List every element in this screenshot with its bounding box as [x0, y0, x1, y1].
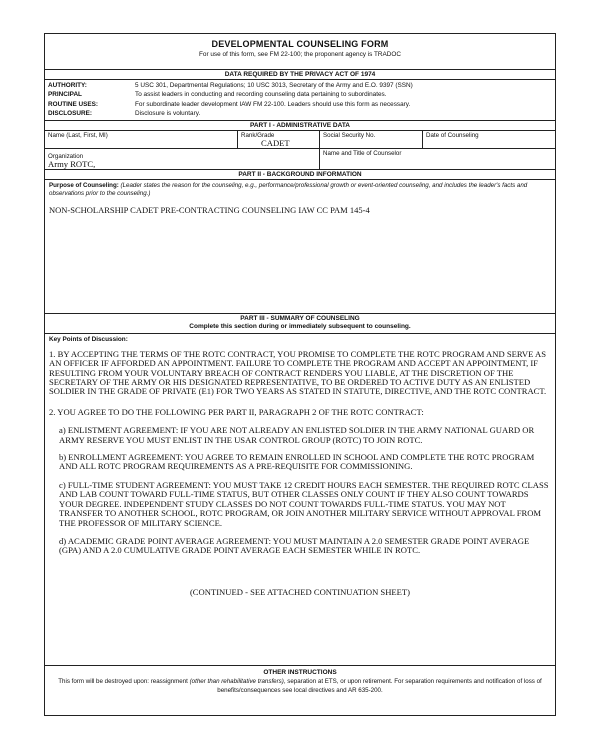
key-point-2b: b) ENROLLMENT AGREEMENT: YOU AGREE TO REMAIN ENROLLED IN SCHOOL AND COMPLETE THE ROTC PROGRAM AND ALL ROTC PROGRAM REQUIREMENTS AS A PRE-REQUISITE FOR COMMISSIONING. — [59, 452, 535, 472]
purpose-section[interactable] — [45, 180, 555, 314]
other-text-2: , separation at ETS, or upon retirement. For separation requirements and notification of loss of benefits/consequences see local directives and AR 635-200. — [217, 677, 542, 694]
privacy-row-routine-uses — [48, 100, 552, 109]
date-label: Date of Counseling — [426, 131, 479, 139]
key-point-2a: a) ENLISTMENT AGREEMENT: IF YOU ARE NOT ALREADY AN ENLISTED SOLDIER IN THE ARMY NATIONAL GUARD OR ARMY RESERVE YOU MUST ENLIST IN THE USAR CONTROL GROUP (ROTC) TO JOIN ROTC. — [59, 425, 535, 445]
privacy-act-heading: DATA REQUIRED BY THE PRIVACY ACT OF 1974 — [45, 70, 555, 80]
purpose-hint: (Leader states the reason for the counseling, e.g., performance/professional growth or event-oriented counseling, and includes the leader's facts and observations prior to the counseling.) — [49, 181, 528, 197]
ssn-field[interactable] — [320, 131, 423, 148]
privacy-row-disclosure — [48, 109, 552, 118]
ssn-label: Social Security No. — [323, 131, 376, 139]
admin-row-2 — [45, 149, 555, 170]
part2-heading: PART II - BACKGROUND INFORMATION — [45, 170, 555, 180]
other-text-1: This form will be destroyed upon: reassignment — [58, 677, 190, 685]
name-label: Name (Last, First, MI) — [48, 131, 108, 139]
key-points-section[interactable] — [45, 334, 555, 666]
other-instructions-body — [45, 678, 555, 696]
privacy-act-section — [45, 80, 555, 121]
form-subtitle: For use of this form, see FM 22-100; the proponent agency is TRADOC — [199, 51, 401, 58]
admin-row-1 — [45, 131, 555, 149]
privacy-value: 5 USC 301, Departmental Regulations; 10 USC 3013, Secretary of the Army and E.O. 9397 (SSN) — [135, 82, 413, 89]
rank-value: CADET — [261, 137, 290, 148]
key-point-2: 2. YOU AGREE TO DO THE FOLLOWING PER PART II, PARAGRAPH 2 OF THE ROTC CONTRACT: — [49, 406, 424, 417]
privacy-key: AUTHORITY: — [48, 82, 87, 89]
form-header — [45, 34, 555, 70]
purpose-label: Purpose of Counseling: — [49, 181, 119, 189]
part1-heading: PART I - ADMINISTRATIVE DATA — [45, 121, 555, 131]
counselor-label: Name and Title of Counselor — [323, 149, 402, 157]
rank-field[interactable] — [238, 131, 320, 148]
part3-subtitle: Complete this section during or immediately subsequent to counseling. — [189, 323, 411, 331]
key-point-2d: d) ACADEMIC GRADE POINT AVERAGE AGREEMENT: YOU MUST MAINTAIN A 2.0 SEMESTER GRADE POINT AVERAGE (GPA) AND A 2.0 CUMULATIVE GRADE POINT AVERAGE EACH SEMESTER WHILE IN ROTC. — [59, 535, 530, 556]
privacy-value: To assist leaders in conducting and recording counseling data pertaining to subordinates. — [135, 91, 387, 99]
continued-note: (CONTINUED - SEE ATTACHED CONTINUATION SHEET) — [189, 586, 411, 597]
date-field[interactable] — [423, 131, 555, 148]
part3-heading — [45, 314, 555, 334]
other-text-italic: (other than rehabilitative transfers) — [189, 677, 284, 685]
rank-label: Rank/Grade — [241, 131, 275, 139]
other-instructions-title: OTHER INSTRUCTIONS — [263, 668, 337, 676]
counselor-field[interactable] — [320, 149, 555, 169]
purpose-text: NON-SCHOLARSHIP CADET PRE-CONTRACTING COUNSELING IAW CC PAM 145-4 — [49, 204, 370, 215]
other-instructions — [45, 666, 555, 696]
privacy-value: Disclosure is voluntary. — [135, 110, 201, 118]
privacy-row-authority — [48, 81, 552, 90]
counseling-form — [44, 33, 556, 716]
privacy-key: ROUTINE USES: — [48, 100, 99, 108]
name-field[interactable] — [45, 131, 238, 148]
organization-label: Organization — [48, 152, 84, 160]
organization-field[interactable] — [45, 149, 320, 169]
key-points-label: Key Points of Discussion: — [49, 335, 128, 343]
part3-title: PART III - SUMMARY OF COUNSELING — [240, 314, 360, 322]
privacy-key: PRINCIPAL — [48, 91, 82, 99]
key-point-1: 1. BY ACCEPTING THE TERMS OF THE ROTC CONTRACT, YOU PROMISE TO COMPLETE THE ROTC PROGRAM AND SERVE AS AN OFFICER IF AFFORDED AN APPOINTMENT. FAILURE TO COMPLETE THE PROGRAM AND ACCEPT AN APPOINTMENT, IF RESULTING FROM YOUR VOLUNTARY BREACH OF CONTRACT RENDERS YOU LIABLE, AT THE DISCRETION OF THE SECRETARY OF THE ARMY OR HIS DESIGNATED REPRESENTATIVE, TO BE ORDERED TO ACTIVE DUTY AS AN ENLISTED SOLDIER IN THE GRADE OF PRIVATE (E1) FOR TWO YEARS AS STATED IN STATUTE, DIRECTIVE, AND THE ROTC CONTRACT. — [49, 348, 547, 397]
privacy-value: For subordinate leader development IAW FM 22-100. Leaders should use this form as necessary. — [135, 100, 411, 108]
key-point-2c: c) FULL-TIME STUDENT AGREEMENT: YOU MUST TAKE 12 CREDIT HOURS EACH SEMESTER. THE REQUIRED ROTC CLASS AND LAB COUNT TOWARD FULL-TIME STATUS, BUT OTHER CLASSES ONLY COUNT IF THEY ALSO COUNT TOWARDS YOUR DEGREE. INDEPENDENT STUDY CLASSES DO NOT COUNT TOWARDS FULL-TIME STATUS. YOU MAY NOT TRANSFER TO ANOTHER SCHOOL, ROTC PROGRAM, OR JOIN ANOTHER MILITARY SERVICE WITHOUT APPROVAL FROM THE PROFESSOR OF MILITARY SCIENCE. — [59, 479, 549, 528]
purpose-label-line — [49, 182, 551, 198]
privacy-row-principal — [48, 90, 552, 99]
form-title: DEVELOPMENTAL COUNSELING FORM — [211, 39, 389, 49]
privacy-key: DISCLOSURE: — [48, 110, 93, 118]
organization-value: Army ROTC, — [48, 158, 96, 169]
